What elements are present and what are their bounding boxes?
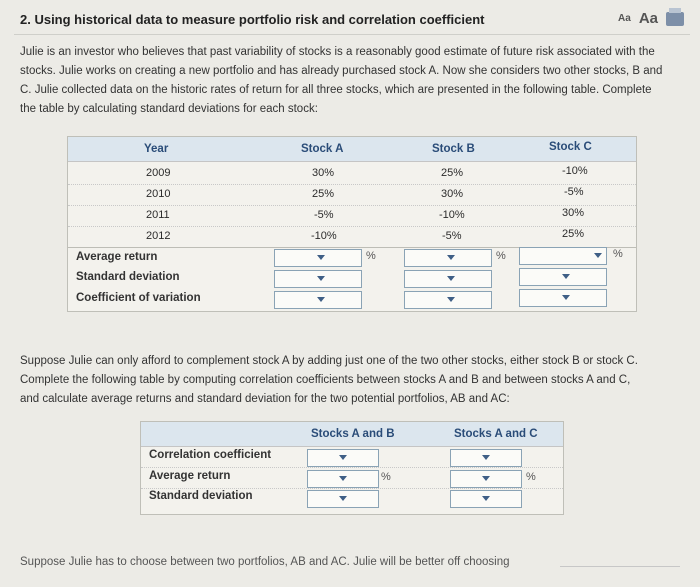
header-stock-a: Stock A	[301, 143, 344, 155]
header-stock-b: Stock B	[432, 143, 475, 155]
chevron-down-icon	[317, 255, 325, 260]
std-dev-ac-select[interactable]	[450, 490, 522, 508]
header-stocks-ab: Stocks A and B	[311, 428, 395, 440]
chevron-down-icon	[317, 297, 325, 302]
chevron-down-icon	[562, 295, 570, 300]
std-dev-b-select[interactable]	[404, 270, 492, 288]
std-dev-ab-select[interactable]	[307, 490, 379, 508]
intro-paragraph: Julie is an investor who believes that past variability of stocks is a reasonably good estimate of future risk associated with the stocks. Julie works on creating a new portfolio and has already purchased stock A. Now she considers two other stocks, B and C. Julie collected data on the historic rates of return for all three stocks, which are presented in the following table. Complete the table by calculating standard deviations for each stock:	[20, 46, 663, 115]
print-icon[interactable]	[666, 12, 684, 26]
chevron-down-icon	[339, 496, 347, 501]
chevron-down-icon	[594, 253, 602, 258]
stock-b-cell: -5%	[442, 230, 462, 242]
chevron-down-icon	[317, 276, 325, 281]
row-divider	[68, 226, 636, 227]
coefficient-of-variation-label: Coefficient of variation	[76, 292, 201, 304]
avg-return-ab-select[interactable]	[307, 470, 379, 488]
chevron-down-icon	[447, 276, 455, 281]
portfolio-avg-return-label: Average return	[149, 470, 231, 482]
stock-b-cell: 25%	[441, 167, 464, 179]
avg-return-b-select[interactable]	[404, 249, 492, 267]
returns-table	[67, 136, 637, 312]
percent-unit: %	[366, 250, 376, 262]
chevron-down-icon	[447, 297, 455, 302]
chevron-down-icon	[482, 496, 490, 501]
header-year: Year	[144, 143, 169, 155]
year-cell: 2009	[146, 167, 171, 179]
stock-a-cell: -5%	[314, 209, 334, 221]
avg-return-c-select[interactable]	[519, 247, 607, 265]
font-size-tools	[618, 10, 684, 27]
stock-a-cell: 25%	[312, 188, 335, 200]
header-stocks-ac: Stocks A and C	[454, 428, 538, 440]
chevron-down-icon	[447, 255, 455, 260]
percent-unit: %	[381, 471, 391, 483]
year-cell: 2010	[146, 188, 171, 200]
std-dev-a-select[interactable]	[274, 270, 362, 288]
header-divider	[14, 34, 690, 35]
stock-a-cell: 30%	[312, 167, 335, 179]
stock-c-cell: -5%	[564, 186, 584, 198]
stock-a-cell: -10%	[311, 230, 337, 242]
average-return-label: Average return	[76, 251, 158, 263]
portfolio-paragraph: Suppose Julie can only afford to complement stock A by adding just one of the two other stocks, either stock B or stock C. Complete the following table by computing correlation coefficients between stocks A and B and between stocks A and C, and calculate average returns and standard deviation for the two potential portfolios, AB and AC:	[20, 355, 638, 405]
cv-a-select[interactable]	[274, 291, 362, 309]
font-decrease-button[interactable]: Aa	[618, 13, 631, 24]
year-cell: 2012	[146, 230, 171, 242]
stock-b-cell: 30%	[441, 188, 464, 200]
chevron-down-icon	[482, 455, 490, 460]
font-increase-button[interactable]: Aa	[638, 10, 658, 27]
row-divider	[141, 467, 563, 468]
stock-c-cell: 25%	[562, 228, 585, 240]
percent-unit: %	[613, 248, 623, 260]
page-title: 2. Using historical data to measure portfolio risk and correlation coefficient	[20, 12, 485, 27]
avg-return-a-select[interactable]	[274, 249, 362, 267]
stock-c-cell: 30%	[562, 207, 585, 219]
chevron-down-icon	[562, 274, 570, 279]
avg-return-ac-select[interactable]	[450, 470, 522, 488]
row-divider	[68, 205, 636, 206]
choice-paragraph: Suppose Julie has to choose between two portfolios, AB and AC. Julie will be better off choosing	[20, 556, 510, 568]
percent-unit: %	[526, 471, 536, 483]
std-dev-c-select[interactable]	[519, 268, 607, 286]
portfolio-std-dev-label: Standard deviation	[149, 490, 253, 502]
row-divider	[68, 184, 636, 185]
chevron-down-icon	[339, 476, 347, 481]
stock-c-cell: -10%	[562, 165, 588, 177]
standard-deviation-label: Standard deviation	[76, 271, 180, 283]
corr-ab-select[interactable]	[307, 449, 379, 467]
choice-answer-blank[interactable]	[560, 566, 680, 567]
cv-c-select[interactable]	[519, 289, 607, 307]
year-cell: 2011	[146, 209, 170, 221]
percent-unit: %	[496, 250, 506, 262]
row-divider	[141, 488, 563, 489]
header-stock-c: Stock C	[549, 141, 592, 153]
portfolio-table	[140, 421, 564, 515]
chevron-down-icon	[482, 476, 490, 481]
corr-ac-select[interactable]	[450, 449, 522, 467]
cv-b-select[interactable]	[404, 291, 492, 309]
correlation-label: Correlation coefficient	[149, 449, 272, 461]
chevron-down-icon	[339, 455, 347, 460]
stock-b-cell: -10%	[439, 209, 465, 221]
